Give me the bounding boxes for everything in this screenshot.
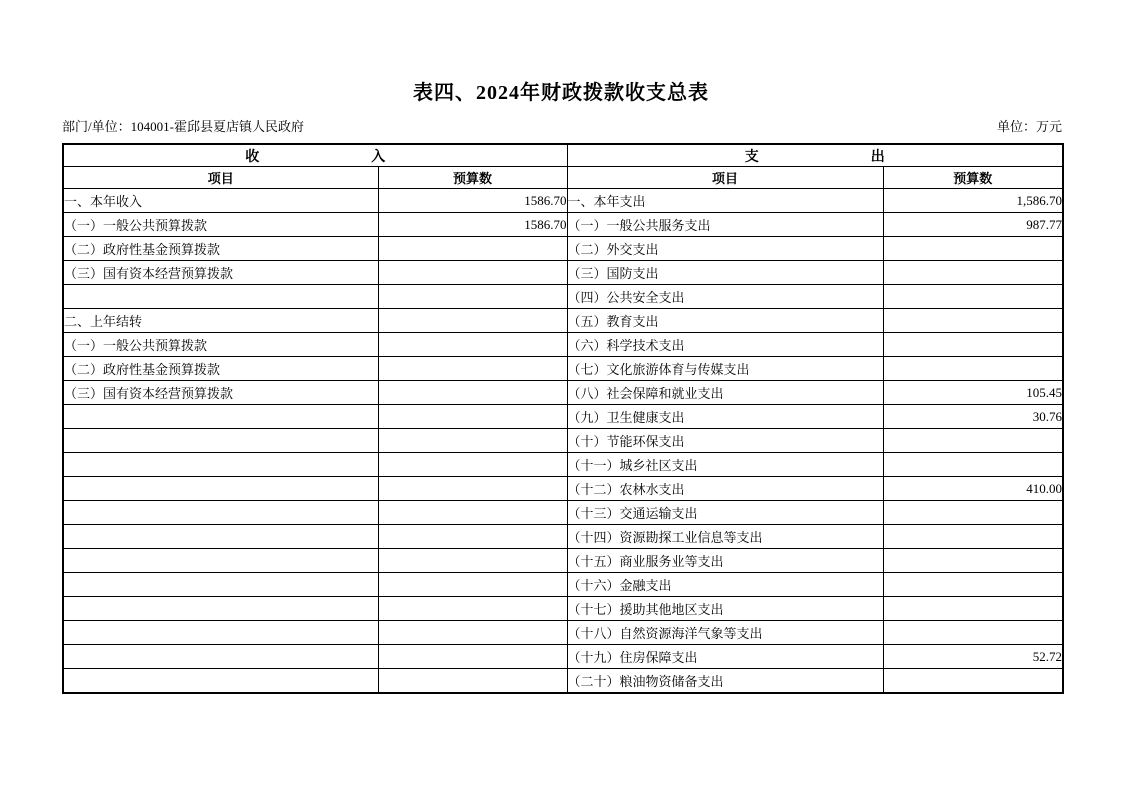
expenditure-budget-column-header: 预算数 bbox=[883, 167, 1063, 189]
income-item-cell: 一、本年收入 bbox=[63, 189, 378, 213]
income-item-cell bbox=[63, 429, 378, 453]
income-item-cell bbox=[63, 597, 378, 621]
expenditure-item-cell: （十九）住房保障支出 bbox=[567, 645, 883, 669]
income-section-header: 收 入 bbox=[63, 144, 567, 167]
income-item-cell bbox=[63, 285, 378, 309]
table-row bbox=[63, 309, 1063, 333]
table-row bbox=[63, 501, 1063, 525]
expenditure-budget-cell bbox=[883, 309, 1063, 333]
income-budget-cell bbox=[378, 261, 567, 285]
income-budget-cell bbox=[378, 285, 567, 309]
income-budget-cell bbox=[378, 429, 567, 453]
expenditure-item-cell: （十四）资源勘探工业信息等支出 bbox=[567, 525, 883, 549]
expenditure-budget-cell: 52.72 bbox=[883, 645, 1063, 669]
income-budget-cell bbox=[378, 453, 567, 477]
income-item-cell: （三）国有资本经营预算拨款 bbox=[63, 381, 378, 405]
income-budget-cell bbox=[378, 357, 567, 381]
expenditure-item-cell: （十二）农林水支出 bbox=[567, 477, 883, 501]
expenditure-item-cell: （二）外交支出 bbox=[567, 237, 883, 261]
income-budget-cell bbox=[378, 237, 567, 261]
expenditure-budget-cell: 1,586.70 bbox=[883, 189, 1063, 213]
column-header-row bbox=[63, 167, 1063, 189]
expenditure-budget-cell: 987.77 bbox=[883, 213, 1063, 237]
income-budget-cell bbox=[378, 525, 567, 549]
table-row bbox=[63, 357, 1063, 381]
income-item-cell: （二）政府性基金预算拨款 bbox=[63, 357, 378, 381]
income-budget-cell: 1586.70 bbox=[378, 189, 567, 213]
expenditure-budget-cell: 410.00 bbox=[883, 477, 1063, 501]
expenditure-budget-cell bbox=[883, 357, 1063, 381]
table-row bbox=[63, 405, 1063, 429]
income-item-cell bbox=[63, 525, 378, 549]
expenditure-item-cell: （五）教育支出 bbox=[567, 309, 883, 333]
expenditure-item-cell: （二十）粮油物资储备支出 bbox=[567, 669, 883, 694]
income-item-cell bbox=[63, 405, 378, 429]
expenditure-item-cell: （十六）金融支出 bbox=[567, 573, 883, 597]
expenditure-budget-cell bbox=[883, 237, 1063, 261]
table-row bbox=[63, 381, 1063, 405]
table-row bbox=[63, 621, 1063, 645]
table-row bbox=[63, 645, 1063, 669]
expenditure-section-header: 支 出 bbox=[567, 144, 1063, 167]
expenditure-budget-cell bbox=[883, 525, 1063, 549]
expenditure-item-cell: （六）科学技术支出 bbox=[567, 333, 883, 357]
income-budget-cell: 1586.70 bbox=[378, 213, 567, 237]
income-budget-cell bbox=[378, 501, 567, 525]
page-title: 表四、2024年财政拨款收支总表 bbox=[413, 82, 709, 104]
table-row bbox=[63, 261, 1063, 285]
expenditure-item-cell: （四）公共安全支出 bbox=[567, 285, 883, 309]
expenditure-item-cell: （十三）交通运输支出 bbox=[567, 501, 883, 525]
expenditure-item-cell: （九）卫生健康支出 bbox=[567, 405, 883, 429]
expenditure-item-cell: （三）国防支出 bbox=[567, 261, 883, 285]
income-item-cell bbox=[63, 477, 378, 501]
fiscal-appropriation-table bbox=[62, 143, 1064, 694]
expenditure-item-cell: （十一）城乡社区支出 bbox=[567, 453, 883, 477]
expenditure-budget-cell bbox=[883, 669, 1063, 694]
expenditure-budget-cell bbox=[883, 453, 1063, 477]
table-row bbox=[63, 453, 1063, 477]
income-item-cell: （一）一般公共预算拨款 bbox=[63, 333, 378, 357]
income-budget-cell bbox=[378, 405, 567, 429]
income-budget-cell bbox=[378, 621, 567, 645]
expenditure-budget-cell bbox=[883, 333, 1063, 357]
expenditure-budget-cell bbox=[883, 549, 1063, 573]
expenditure-item-column-header: 项目 bbox=[567, 167, 883, 189]
expenditure-item-cell: （八）社会保障和就业支出 bbox=[567, 381, 883, 405]
income-budget-cell bbox=[378, 333, 567, 357]
table-row bbox=[63, 669, 1063, 694]
income-budget-cell bbox=[378, 381, 567, 405]
table-row bbox=[63, 285, 1063, 309]
expenditure-item-cell: （十）节能环保支出 bbox=[567, 429, 883, 453]
income-item-column-header: 项目 bbox=[63, 167, 378, 189]
income-item-cell bbox=[63, 453, 378, 477]
income-item-cell bbox=[63, 573, 378, 597]
expenditure-budget-cell: 30.76 bbox=[883, 405, 1063, 429]
unit-label: 单位：万元 bbox=[996, 119, 1062, 134]
income-item-cell: （三）国有资本经营预算拨款 bbox=[63, 261, 378, 285]
expenditure-item-cell: （十五）商业服务业等支出 bbox=[567, 549, 883, 573]
expenditure-item-cell: （七）文化旅游体育与传媒支出 bbox=[567, 357, 883, 381]
income-item-cell bbox=[63, 549, 378, 573]
expenditure-budget-cell bbox=[883, 621, 1063, 645]
table-row bbox=[63, 549, 1063, 573]
expenditure-item-cell: 一、本年支出 bbox=[567, 189, 883, 213]
expenditure-item-cell: （一）一般公共服务支出 bbox=[567, 213, 883, 237]
income-budget-cell bbox=[378, 597, 567, 621]
budget-table-body bbox=[63, 189, 1063, 694]
table-row bbox=[63, 237, 1063, 261]
table-row bbox=[63, 429, 1063, 453]
department-label: 部门/单位：104001-霍邱县夏店镇人民政府 bbox=[62, 119, 304, 134]
income-budget-column-header: 预算数 bbox=[378, 167, 567, 189]
income-budget-cell bbox=[378, 477, 567, 501]
table-row bbox=[63, 597, 1063, 621]
table-row bbox=[63, 573, 1063, 597]
income-item-cell: 二、上年结转 bbox=[63, 309, 378, 333]
table-row bbox=[63, 213, 1063, 237]
income-item-cell bbox=[63, 621, 378, 645]
table-row bbox=[63, 333, 1063, 357]
expenditure-budget-cell bbox=[883, 597, 1063, 621]
table-row bbox=[63, 525, 1063, 549]
expenditure-item-cell: （十八）自然资源海洋气象等支出 bbox=[567, 621, 883, 645]
income-budget-cell bbox=[378, 549, 567, 573]
income-budget-cell bbox=[378, 645, 567, 669]
income-item-cell: （二）政府性基金预算拨款 bbox=[63, 237, 378, 261]
expenditure-budget-cell bbox=[883, 501, 1063, 525]
expenditure-budget-cell bbox=[883, 573, 1063, 597]
income-item-cell bbox=[63, 645, 378, 669]
table-row bbox=[63, 189, 1063, 213]
meta-line bbox=[62, 119, 1062, 135]
section-header-row bbox=[63, 144, 1063, 167]
income-item-cell: （一）一般公共预算拨款 bbox=[63, 213, 378, 237]
income-item-cell bbox=[63, 501, 378, 525]
table-row bbox=[63, 477, 1063, 501]
income-budget-cell bbox=[378, 309, 567, 333]
income-budget-cell bbox=[378, 573, 567, 597]
expenditure-budget-cell: 105.45 bbox=[883, 381, 1063, 405]
expenditure-budget-cell bbox=[883, 429, 1063, 453]
expenditure-budget-cell bbox=[883, 261, 1063, 285]
income-item-cell bbox=[63, 669, 378, 694]
expenditure-item-cell: （十七）援助其他地区支出 bbox=[567, 597, 883, 621]
income-budget-cell bbox=[378, 669, 567, 694]
expenditure-budget-cell bbox=[883, 285, 1063, 309]
